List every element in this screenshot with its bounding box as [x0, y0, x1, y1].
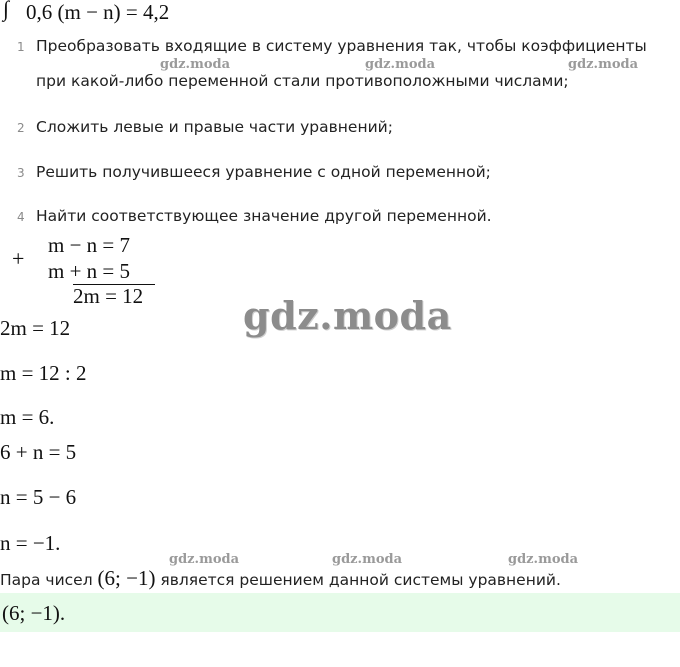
watermark-small-3: gdz.moda — [568, 57, 639, 72]
solution-line-3: m = 6. — [0, 405, 55, 429]
conclusion-pair: (6; −1) — [97, 566, 156, 590]
step-number-3: 3 — [17, 166, 25, 180]
equation-line-top: 0,6 (m − n) = 4,2 — [26, 0, 170, 24]
addition-sum: 2m = 12 — [73, 284, 144, 308]
answer-text: (6; −1). — [2, 601, 66, 625]
step-number-2: 2 — [17, 121, 25, 135]
step-text-1a: Преобразовать входящие в систему уравнения так, чтобы коэффициенты — [36, 37, 647, 55]
answer-box — [0, 593, 680, 632]
watermark-small-4: gdz.moda — [169, 552, 240, 567]
watermark-large: gdz.moda — [243, 293, 452, 338]
addition-equation-2: m + n = 5 — [48, 259, 131, 283]
conclusion-suffix: является решением данной системы уравнений. — [155, 571, 561, 589]
step-number-1: 1 — [17, 40, 25, 54]
conclusion-sentence — [0, 566, 561, 591]
solution-line-1: 2m = 12 — [0, 316, 71, 340]
step-text-1b: при какой-либо переменной стали противоположными числами; — [36, 72, 569, 90]
conclusion-prefix: Пара чисел — [0, 571, 98, 589]
watermark-small-5: gdz.moda — [332, 552, 403, 567]
step-number-4: 4 — [17, 210, 25, 224]
addition-plus-sign: + — [12, 246, 25, 271]
solution-line-6: n = −1. — [0, 531, 61, 555]
watermark-small-2: gdz.moda — [365, 57, 436, 72]
step-text-4: Найти соответствующее значение другой переменной. — [36, 207, 492, 225]
step-text-3: Решить получившееся уравнение с одной переменной; — [36, 163, 491, 181]
step-text-2: Сложить левые и правые части уравнений; — [36, 118, 393, 136]
solution-line-4: 6 + n = 5 — [0, 440, 77, 464]
watermark-small-6: gdz.moda — [508, 552, 579, 567]
solution-line-5: n = 5 − 6 — [0, 485, 77, 509]
addition-equation-1: m − n = 7 — [48, 233, 131, 257]
watermark-small-1: gdz.moda — [160, 57, 231, 72]
solution-line-2: m = 12 : 2 — [0, 361, 87, 385]
integral-sign: ∫ — [3, 0, 10, 21]
